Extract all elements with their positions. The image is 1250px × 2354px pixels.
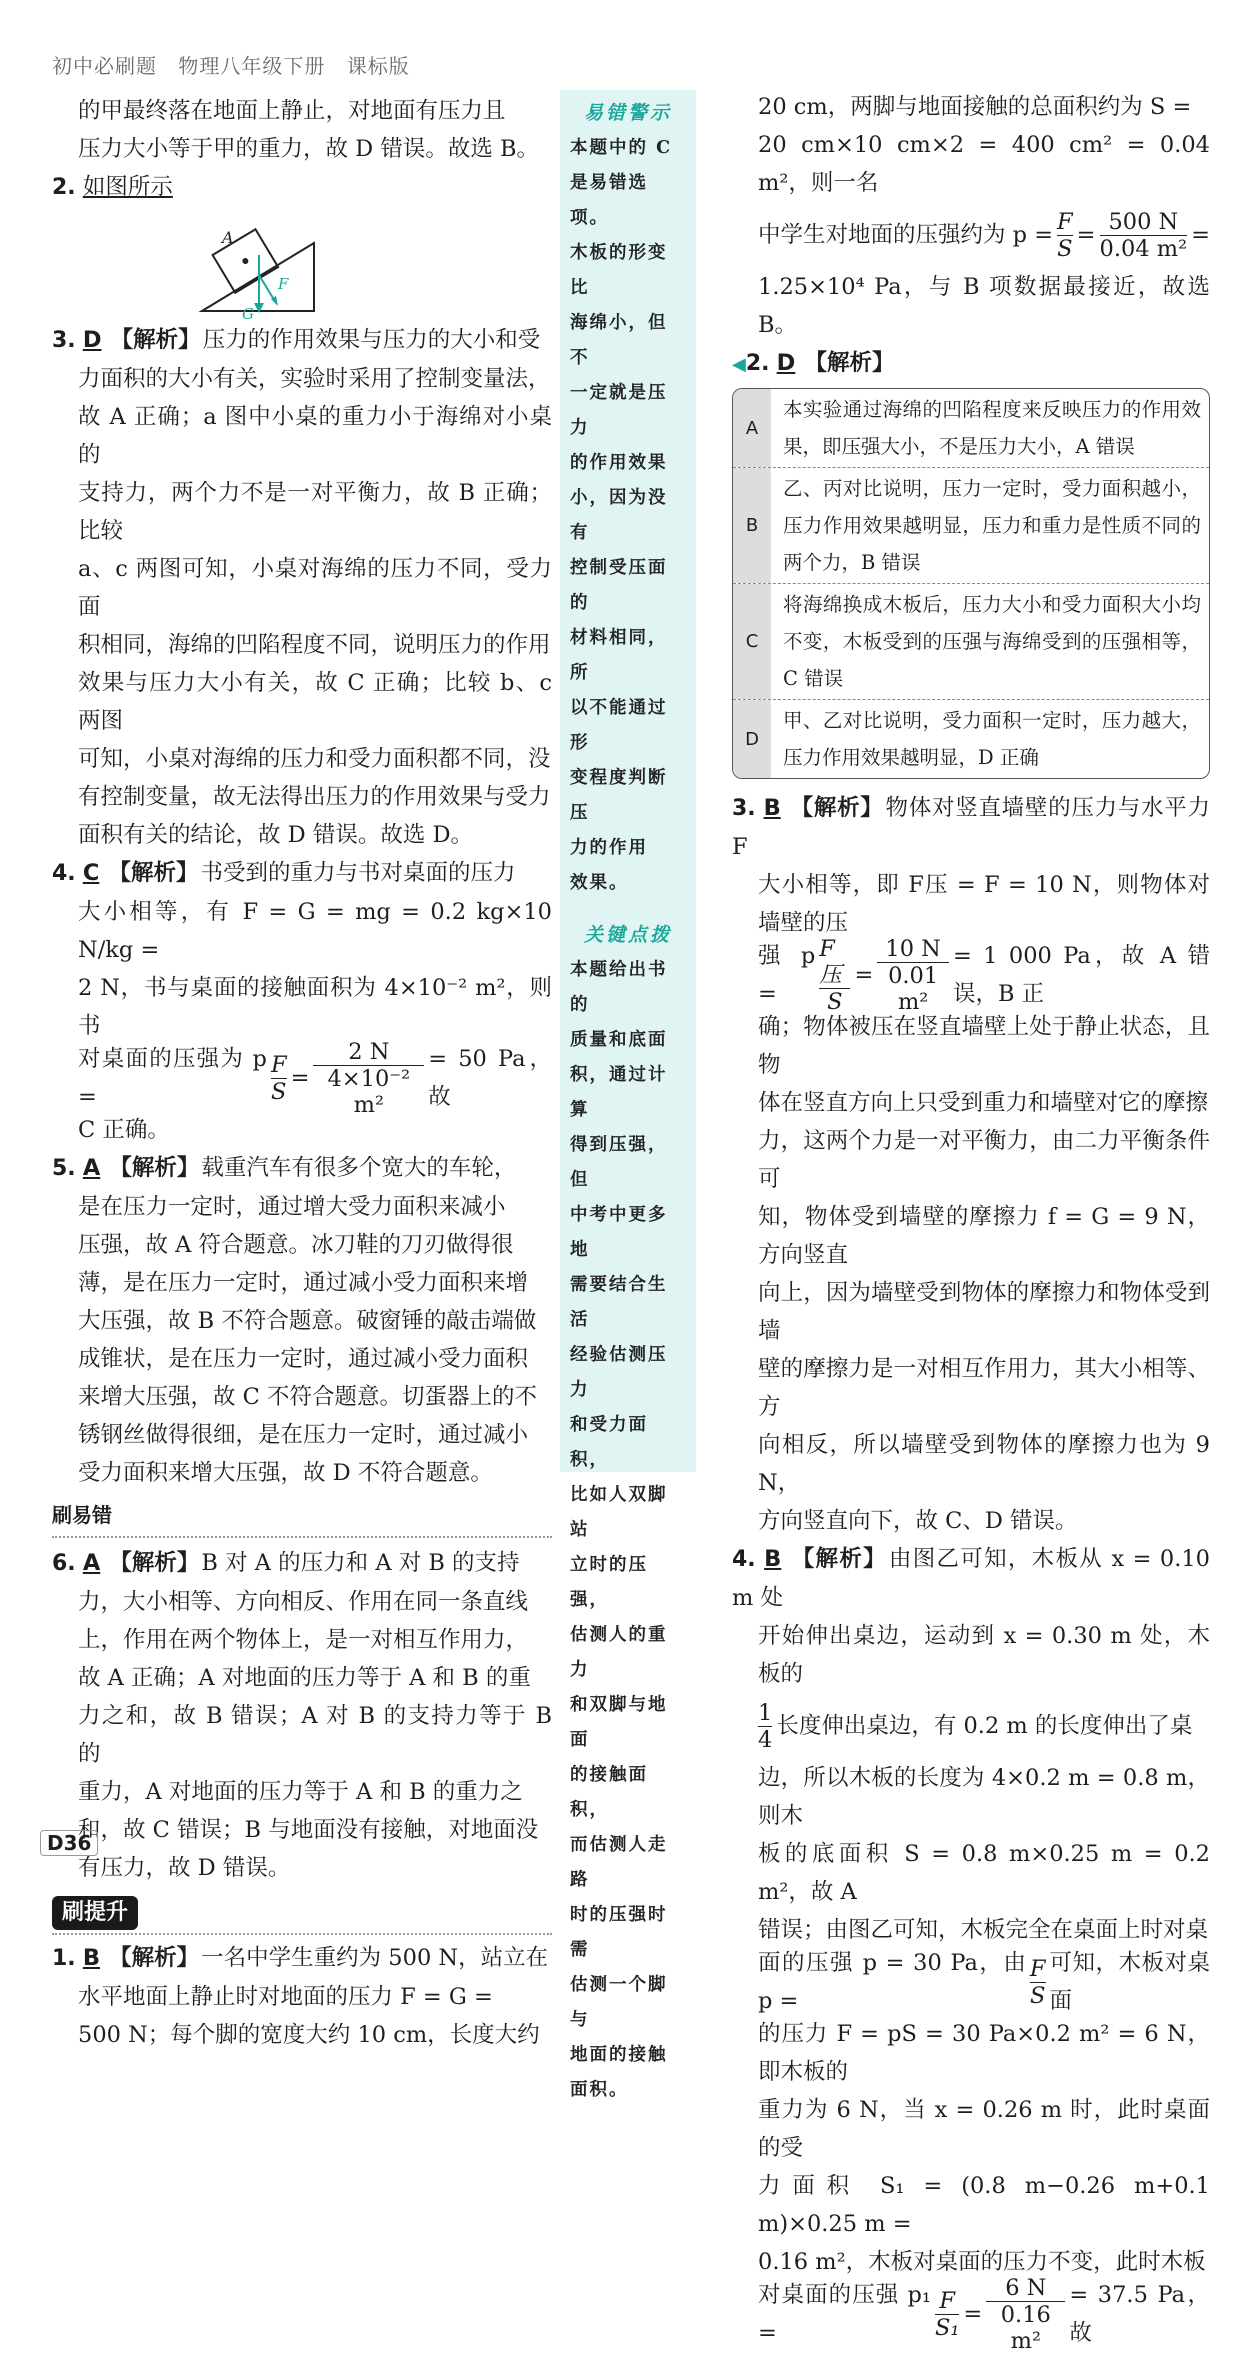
- incline-diagram: [52, 207, 552, 321]
- formula-line: 中学生对地面的压强约为 p = $\frac{F}{S}$ = $\frac{500 N}{\text{0.04 m²}}$ =: [758, 208, 1210, 262]
- sidebar-keypoint: [560, 912, 696, 2114]
- text-line: 壁的摩擦力是一对相互作用力，其大小相等、方: [758, 1356, 1210, 1420]
- row-text: 本实验通过海绵的凹陷程度来反映压力的作用效果，即压强大小，不是压力大小，A 错误: [783, 398, 1201, 458]
- sidebar-line: 中考中更多地: [570, 1205, 668, 1260]
- text-line: 重力，A 对地面的压力等于 A 和 B 的重力之: [78, 1779, 523, 1805]
- question-6: 6. A 【解析】B 对 A 的压力和 A 对 B 的支持: [52, 1550, 520, 1576]
- section-header-improve: [52, 1893, 552, 1935]
- text-line: C 正确。: [78, 1117, 170, 1143]
- fraction: F压 S: [819, 936, 850, 1015]
- text-line: 成锥状，是在压力一定时，通过减小受力面积: [78, 1346, 529, 1372]
- text-line: 故 A 正确；A 对地面的压力等于 A 和 B 的重: [78, 1665, 531, 1691]
- sidebar-line: 比如人双脚站: [570, 1485, 668, 1540]
- fraction: $\frac{F}{\text{S₁}}$: [934, 2287, 960, 2341]
- answer: B: [82, 1945, 100, 1971]
- text-line: 水平地面上静止时对地面的压力 F = G =: [78, 1984, 493, 2010]
- text-line: 方向竖直向下，故 C、D 错误。: [758, 1508, 1078, 1534]
- fraction: $\frac{2 N}{\text{4×10⁻² m²}}$: [313, 1039, 424, 1118]
- sidebar-line: 海绵小，但不: [570, 313, 668, 368]
- text-line: 可知，小桌对海绵的压力和受力面积都不同，没: [78, 746, 551, 772]
- text-line: 支持力，两个力不是一对平衡力，故 B 正确；比较: [78, 480, 552, 544]
- fraction: 1 4: [758, 1699, 773, 1753]
- text-line: 500 N；每个脚的宽度大约 10 cm，长度大约: [78, 2022, 540, 2048]
- label-F: F: [278, 275, 289, 293]
- sidebar-line: 得到压强，但: [570, 1135, 668, 1190]
- text-line: 和，故 C 错误；B 与地面没有接触，对地面没: [78, 1817, 539, 1843]
- text-line: 板的底面积 S = 0.8 m×0.25 m = 0.2 m²，故 A: [758, 1841, 1210, 1905]
- text-line: 压力大小等于甲的重力，故 D 错误。故选 B。: [78, 136, 540, 162]
- text-line: 重力为 6 N，当 x = 0.26 m 时，此时桌面的受: [758, 2097, 1210, 2161]
- fraction: $\frac{6 N}{\text{0.16 m²}}$: [986, 2275, 1065, 2354]
- answer: A: [82, 1155, 101, 1181]
- sidebar-line: 经验估测压力: [570, 1345, 668, 1400]
- text-line: 上，作用在两个物体上，是一对相互作用力，: [78, 1627, 529, 1653]
- formula-line: 对桌面的压强为 p = $\frac{F}{S}$ = $\frac{2 N}{\text{4×10⁻² m²}}$ = 50 Pa，故: [78, 1038, 552, 1118]
- text-line: 向相反，所以墙壁受到物体的摩擦力也为 9 N，: [758, 1432, 1210, 1496]
- text-line: 力之和，故 B 错误；A 对 B 的支持力等于 B 的: [78, 1703, 552, 1767]
- sidebar-line: 控制受压面的: [570, 558, 668, 613]
- text-line: 20 cm×10 cm×2 = 400 cm² = 0.04 m²，则一名: [758, 132, 1210, 196]
- text-line: 的甲最终落在地面上静止，对地面有压力且: [78, 98, 506, 124]
- question-3b: 3. B 【解析】物体对竖直墙壁的压力与水平力 F: [732, 795, 1210, 860]
- text-line: 错误；由图乙可知，木板完全在桌面上时对桌: [758, 1917, 1209, 1943]
- text-line: 的压力 F = pS = 30 Pa×0.2 m² = 6 N，即木板的: [758, 2021, 1210, 2085]
- text-line: 0.16 m²，木板对桌面的压力不变，此时木板: [758, 2249, 1206, 2275]
- sidebar-title: 关键点拨: [583, 924, 672, 946]
- sidebar-line: 力的作用: [570, 838, 648, 858]
- formula-line: 强 p = F压 S = $\frac{10 N}{\text{0.01 m²}}$ = 1 000 Pa，故 A 错误，B 正: [758, 935, 1210, 1015]
- table-row: [733, 584, 1209, 700]
- sidebar-line: 和双脚与地面: [570, 1695, 668, 1750]
- header-series: 初中必刷题: [52, 54, 157, 78]
- answer: D: [82, 327, 102, 353]
- row-label: B: [733, 468, 771, 583]
- text-line: 有压力，故 D 错误。: [78, 1855, 291, 1881]
- question-2: 2. 如图所示: [52, 174, 173, 200]
- row-label: C: [733, 584, 771, 699]
- text-line: 受力面积来增大压强，故 D 不符合题意。: [78, 1460, 493, 1486]
- row-label: D: [733, 700, 771, 778]
- text-line: 开始伸出桌边，运动到 x = 0.30 m 处，木板的: [758, 1623, 1210, 1687]
- pointer-arrow-icon: ◀: [732, 354, 746, 375]
- sidebar-line: 以不能通过形: [570, 698, 668, 753]
- text-line: 来增大压强，故 C 不符合题意。切蛋器上的不: [78, 1384, 538, 1410]
- sidebar-line: 地面的接触: [570, 2045, 668, 2065]
- formula-line: 面的压强 p = 30 Pa，由 p = $\frac{F}{S}$ 可知，木板对桌面: [758, 1950, 1210, 2014]
- question-3: 3. D 【解析】压力的作用效果与压力的大小和受: [52, 327, 541, 353]
- header-edition: 课标版: [346, 54, 410, 78]
- left-column: [52, 92, 552, 2054]
- text-line: 力面积 S₁ = (0.8 m−0.26 m+0.1 m)×0.25 m =: [758, 2173, 1210, 2237]
- table-row: [733, 389, 1209, 468]
- sidebar-line: 本题中的 C: [570, 138, 673, 158]
- answer: C: [82, 860, 100, 886]
- text-line: 力，大小相等、方向相反、作用在同一条直线: [78, 1589, 529, 1615]
- label-A: A: [222, 228, 234, 247]
- row-text: 将海绵换成木板后，压力大小和受力面积大小均不变，木板受到的压强与海绵受到的压强相等，C 错误: [783, 593, 1201, 690]
- page-header: [52, 50, 424, 79]
- question-4: 4. C 【解析】书受到的重力与书对桌面的压力: [52, 860, 516, 886]
- sidebar-line: 的作用效果: [570, 453, 668, 473]
- text-line: 效果与压力大小有关，故 C 正确；比较 b、c 两图: [78, 670, 552, 734]
- answer: A: [82, 1550, 101, 1576]
- sidebar-line: 木板的形变比: [570, 243, 668, 298]
- text-line: 20 cm，两脚与地面接触的总面积约为 S =: [758, 94, 1192, 120]
- page-number: D36: [40, 1830, 98, 1856]
- text-line: 力面积的大小有关，实验时采用了控制变量法，: [78, 366, 551, 392]
- text-line: 大小相等，有 F = G = mg = 0.2 kg×10 N/kg =: [78, 899, 552, 963]
- sidebar-line: 质量和底面: [570, 1030, 668, 1050]
- fraction: $\frac{F}{S}$: [1057, 208, 1073, 262]
- text-line: 是在压力一定时，通过增大受力面积来减小: [78, 1194, 506, 1220]
- sidebar-line: 本题给出书的: [570, 960, 668, 1015]
- text-line: 确；物体被压在竖直墙壁上处于静止状态，且物: [758, 1014, 1210, 1078]
- sidebar-line: 需要结合生活: [570, 1275, 668, 1330]
- q2-text: 如图所示: [82, 174, 173, 200]
- text-line: 知，物体受到墙壁的摩擦力 f = G = 9 N，方向竖直: [758, 1204, 1210, 1268]
- row-text: 甲、乙对比说明，受力面积一定时，压力越大，压力作用效果越明显，D 正确: [783, 709, 1201, 769]
- sidebar-line: 材料相同，所: [570, 628, 668, 683]
- text-line: a、c 两图可知，小桌对海绵的压力不同，受力面: [78, 556, 552, 620]
- analysis-table: [732, 388, 1210, 779]
- table-row: [733, 468, 1209, 584]
- sidebar-line: 立时的压强，: [570, 1555, 648, 1610]
- sidebar-line: 变程度判断压: [570, 768, 668, 823]
- text-line: 向上，因为墙壁受到物体的摩擦力和物体受到墙: [758, 1280, 1210, 1344]
- sidebar-line: 估测一个脚与: [570, 1975, 668, 2030]
- sidebar-line: 而估测人走路: [570, 1835, 668, 1890]
- sidebar-line: 估测人的重力: [570, 1625, 668, 1680]
- answer: B: [764, 1546, 782, 1572]
- section-badge: 刷提升: [52, 1896, 138, 1930]
- sidebar-line: 小，因为没有: [570, 488, 668, 543]
- row-text: 乙、丙对比说明，压力一定时，受力面积越小，压力作用效果越明显，压力和重力是性质不同的两个力，B 错误: [783, 477, 1201, 574]
- fraction: $\frac{F}{S}$: [1029, 1955, 1046, 2009]
- text-line: 压强，故 A 符合题意。冰刀鞋的刀刃做得很: [78, 1232, 514, 1258]
- right-column: [732, 88, 1210, 2354]
- sidebar-line: 积，通过计算: [570, 1065, 668, 1120]
- text-line: 有控制变量，故无法得出压力的作用效果与受力: [78, 784, 551, 810]
- text-line: 2 N，书与桌面的接触面积为 4×10⁻² m²，则书: [78, 975, 552, 1039]
- fraction: $\frac{F}{S}$: [270, 1051, 287, 1105]
- text-line: 积相同，海绵的凹陷程度不同，说明压力的作用: [78, 632, 551, 658]
- sidebar-line: 效果。: [570, 873, 629, 893]
- text-line: 边，所以木板的长度为 4×0.2 m = 0.8 m，则木: [758, 1765, 1210, 1829]
- answer: B: [763, 795, 781, 821]
- question-5: 5. A 【解析】载重汽车有很多个宽大的车轮，: [52, 1155, 517, 1181]
- text-line: 锈钢丝做得很细，是在压力一定时，通过减小: [78, 1422, 529, 1448]
- text-line: 大小相等，即 F压 = F = 10 N，则物体对墙壁的压: [758, 872, 1210, 936]
- sidebar-line: 一定就是压力: [570, 383, 668, 438]
- label-G: G: [242, 305, 254, 321]
- text-line: 体在竖直方向上只受到重力和墙壁对它的摩擦: [758, 1090, 1209, 1116]
- text-line: 力，这两个力是一对平衡力，由二力平衡条件可: [758, 1128, 1210, 1192]
- text-line: 面积有关的结论，故 D 错误。故选 D。: [78, 822, 474, 848]
- question-1b: 1. B 【解析】一名中学生重约为 500 N，站立在: [52, 1945, 549, 1971]
- row-label: A: [733, 389, 771, 467]
- sidebar-line: 和受力面积，: [570, 1415, 648, 1470]
- fraction: $\frac{500 N}{\text{0.04 m²}}$: [1099, 208, 1188, 262]
- sidebar-line: 面积。: [570, 2080, 629, 2100]
- text-line: 大压强，故 B 不符合题意。破窗锤的敲击端做: [78, 1308, 537, 1334]
- text-line: 故 A 正确；a 图中小桌的重力小于海绵对小桌的: [78, 404, 552, 468]
- table-row: [733, 700, 1209, 778]
- sidebar-title: 易错警示: [583, 102, 672, 124]
- question-4b: 4. B 【解析】由图乙可知，木板从 x = 0.10 m 处: [732, 1546, 1210, 1611]
- sidebar-line: 时的压强时需: [570, 1905, 668, 1960]
- question-2b: ◀2. D 【解析】: [732, 350, 895, 376]
- answer: D: [776, 350, 796, 376]
- text-line: 1.25×10⁴ Pa，与 B 项数据最接近，故选 B。: [758, 274, 1210, 338]
- header-book: 物理八年级下册: [178, 54, 326, 78]
- fraction: $\frac{10 N}{\text{0.01 m²}}$: [877, 936, 949, 1015]
- sidebar-line: 的接触面积，: [570, 1765, 648, 1820]
- sidebar-line: 是易错选项。: [570, 173, 648, 228]
- text-line: 薄，是在压力一定时，通过减小受力面积来增: [78, 1270, 529, 1296]
- formula-line: 对桌面的压强 p₁ = $\frac{F}{\text{S₁}}$ = $\frac{6 N}{\text{0.16 m²}}$ = 37.5 Pa，故: [758, 2274, 1210, 2354]
- formula-line: 1 4 长度伸出桌边，有 0.2 m 的长度伸出了桌: [758, 1699, 1193, 1753]
- section-header-errors: 刷易错: [52, 1496, 552, 1538]
